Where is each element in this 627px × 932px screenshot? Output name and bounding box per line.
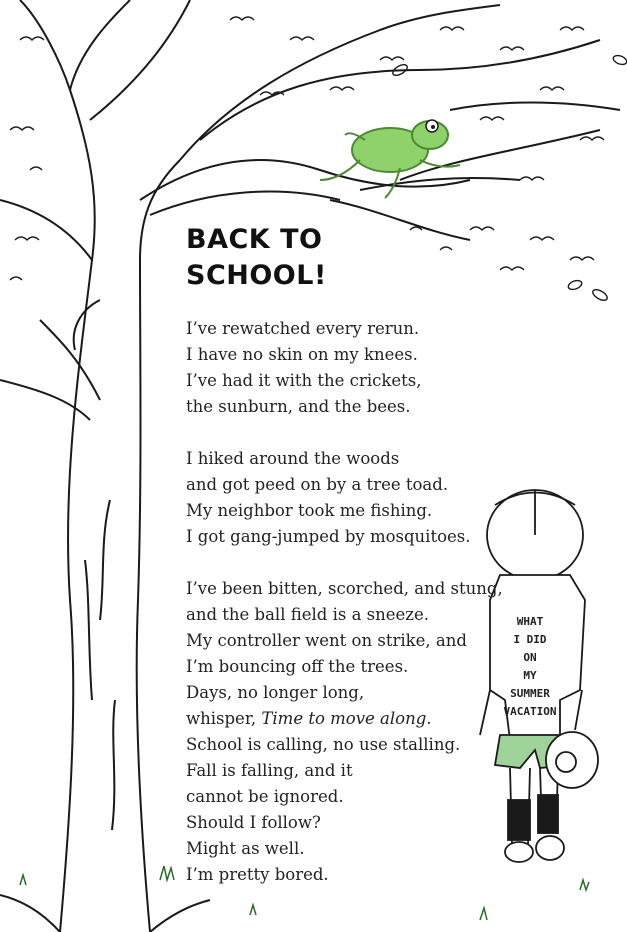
poem-line: I have no skin on my knees. bbox=[186, 345, 418, 364]
poem-line: I’m bouncing off the trees. bbox=[186, 657, 409, 676]
shirt-line-6: VACATION bbox=[503, 705, 557, 718]
poem-line: Fall is falling, and it bbox=[186, 761, 353, 780]
poem-line: I’ve been bitten, scorched, and stung, bbox=[186, 579, 503, 598]
poem-line: I got gang-jumped by mosquitoes. bbox=[186, 527, 471, 546]
poem-line: cannot be ignored. bbox=[186, 787, 344, 806]
poem-line: Days, no longer long, bbox=[186, 683, 365, 702]
poem-line: I hiked around the woods bbox=[186, 449, 400, 468]
poem-line: the sunburn, and the bees. bbox=[186, 397, 411, 416]
shirt-line-2: I DID bbox=[513, 633, 547, 646]
poem-line: and got peed on by a tree toad. bbox=[186, 475, 449, 494]
poem bbox=[186, 316, 503, 914]
shirt-line-5: SUMMER bbox=[510, 687, 550, 700]
poem-line bbox=[186, 706, 503, 732]
page-title bbox=[186, 222, 327, 294]
poem-line-italic: Time to move along. bbox=[261, 709, 432, 728]
poem-line: I’m pretty bored. bbox=[186, 865, 329, 884]
stanza-2 bbox=[186, 446, 503, 550]
title-line-2: SCHOOL! bbox=[186, 260, 327, 291]
poem-line: School is calling, no use stalling. bbox=[186, 735, 461, 754]
stanza-1 bbox=[186, 316, 503, 420]
title-line-1: BACK TO bbox=[186, 224, 323, 255]
shirt-line-4: MY bbox=[523, 669, 537, 682]
tree-trunk bbox=[20, 0, 95, 932]
poem-line: Should I follow? bbox=[186, 813, 321, 832]
poem-line-plain: whisper, bbox=[186, 709, 262, 728]
poem-line: I’ve had it with the crickets, bbox=[186, 371, 422, 390]
poem-line: I’ve rewatched every rerun. bbox=[186, 319, 420, 338]
shirt-line-1: WHAT bbox=[516, 615, 544, 628]
stanza-3 bbox=[186, 576, 503, 888]
poem-line: Might as well. bbox=[186, 839, 305, 858]
poem-line: and the ball field is a sneeze. bbox=[186, 605, 429, 624]
poem-line: My neighbor took me fishing. bbox=[186, 501, 433, 520]
poem-line: My controller went on strike, and bbox=[186, 631, 467, 650]
shirt-line-3: ON bbox=[523, 651, 537, 664]
